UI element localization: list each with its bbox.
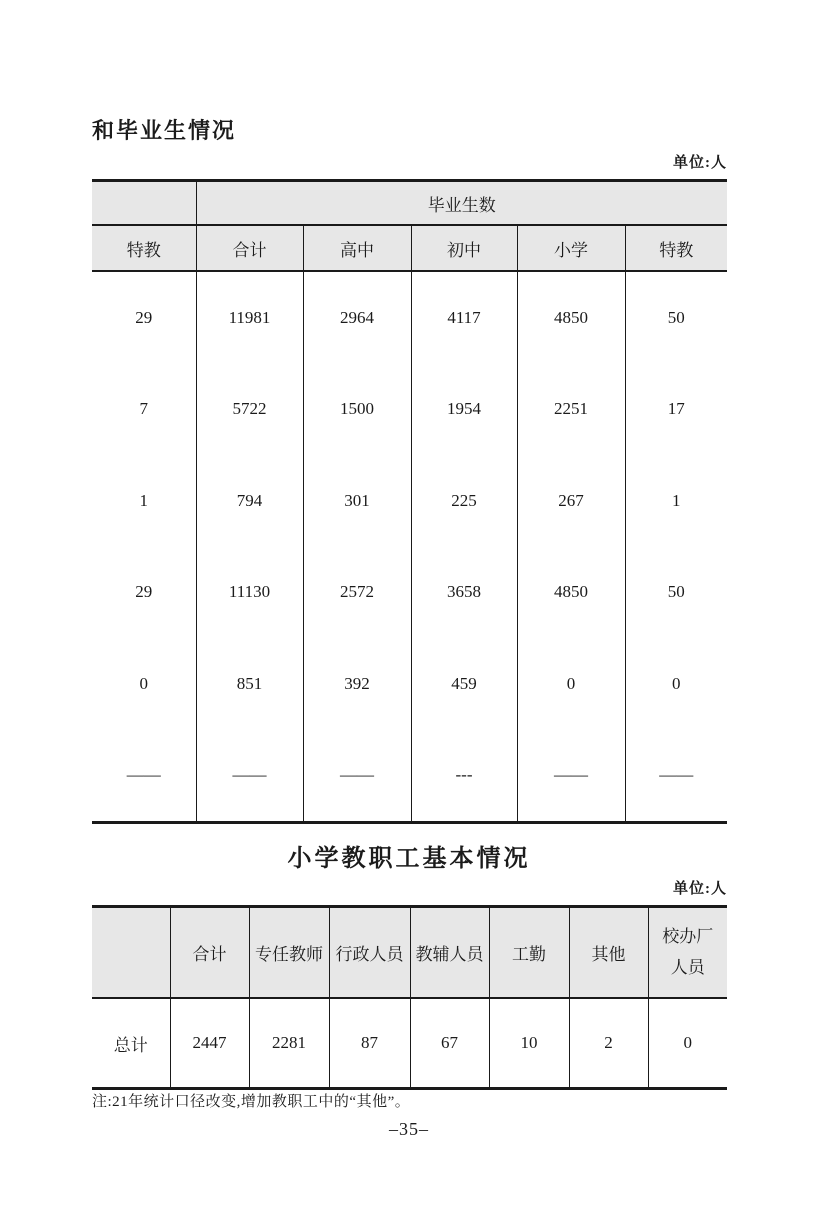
- cell: ——: [196, 730, 303, 823]
- cell: 2572: [303, 547, 411, 639]
- page-number: –35–: [389, 1119, 429, 1139]
- cell: ——: [92, 730, 196, 823]
- column-header: 工勤: [489, 907, 569, 999]
- table-row: [92, 455, 727, 547]
- graduates-column-header-row: [92, 225, 727, 271]
- table-row: [92, 547, 727, 639]
- corner-cell: [92, 181, 196, 226]
- cell: 2964: [303, 271, 411, 364]
- column-header: 教辅人员: [410, 907, 489, 999]
- graduates-group-header-row: [92, 181, 727, 226]
- cell: 267: [517, 455, 625, 547]
- cell: 29: [135, 582, 153, 602]
- cell: 29: [135, 307, 153, 327]
- unit-label-graduates: 单位:人: [673, 155, 727, 171]
- cell: 67: [410, 998, 489, 1089]
- table-row: [92, 271, 727, 364]
- page-title: 和毕业生情况: [92, 118, 237, 143]
- cell: ——: [517, 730, 625, 823]
- cell: 794: [196, 455, 303, 547]
- column-header: 其他: [569, 907, 648, 999]
- table-row: [92, 638, 727, 730]
- cell: 1954: [411, 364, 517, 456]
- cell: ——: [625, 730, 727, 823]
- column-header: 行政人员: [329, 907, 410, 999]
- unit-label-staff: 单位:人: [673, 881, 727, 897]
- cell: 2251: [517, 364, 625, 456]
- cell: 7: [139, 399, 148, 419]
- cell: 2281: [249, 998, 329, 1089]
- table-row: [92, 730, 727, 823]
- cell: ——: [303, 730, 411, 823]
- cell: 2: [569, 998, 648, 1089]
- cell: 4850: [517, 547, 625, 639]
- graduates-table: [92, 179, 727, 824]
- group-header-cell: 毕业生数: [196, 181, 727, 226]
- cell: 10: [489, 998, 569, 1089]
- cell: 0: [648, 998, 727, 1089]
- cell: 50: [625, 547, 727, 639]
- cell: 4117: [411, 271, 517, 364]
- corner-cell: [92, 907, 170, 999]
- cell: ---: [411, 730, 517, 823]
- cell: 5722: [196, 364, 303, 456]
- cell: 4850: [517, 271, 625, 364]
- cell: 459: [411, 638, 517, 730]
- footnote: 注:21年统计口径改变,增加教职工中的“其他”。: [92, 1094, 411, 1110]
- cell: 301: [303, 455, 411, 547]
- cell: 87: [329, 998, 410, 1089]
- row-label: 总计: [92, 998, 170, 1089]
- column-header: 小学: [517, 225, 625, 271]
- column-header: 校办厂人员: [648, 907, 727, 999]
- cell: 50: [625, 271, 727, 364]
- column-header: 合计: [196, 225, 303, 271]
- column-header: 特教: [92, 225, 196, 271]
- cell: 225: [411, 455, 517, 547]
- cell: 0: [517, 638, 625, 730]
- cell: 11981: [196, 271, 303, 364]
- column-header: 特教: [625, 225, 727, 271]
- cell: 0: [139, 673, 148, 693]
- cell: 11130: [196, 547, 303, 639]
- column-header: 高中: [303, 225, 411, 271]
- cell: 1: [139, 490, 148, 510]
- column-header: 专任教师: [249, 907, 329, 999]
- column-header: 合计: [170, 907, 249, 999]
- cell: 851: [196, 638, 303, 730]
- staff-table-title: 小学教职工基本情况: [287, 845, 531, 872]
- cell: 17: [625, 364, 727, 456]
- cell: 1500: [303, 364, 411, 456]
- staff-table: [92, 905, 727, 1090]
- table-row: [92, 364, 727, 456]
- cell: 3658: [411, 547, 517, 639]
- cell: 1: [625, 455, 727, 547]
- table-row: [92, 998, 727, 1089]
- cell: 0: [625, 638, 727, 730]
- cell: 2447: [170, 998, 249, 1089]
- column-header: 初中: [411, 225, 517, 271]
- cell: 392: [303, 638, 411, 730]
- staff-column-header-row: [92, 907, 727, 999]
